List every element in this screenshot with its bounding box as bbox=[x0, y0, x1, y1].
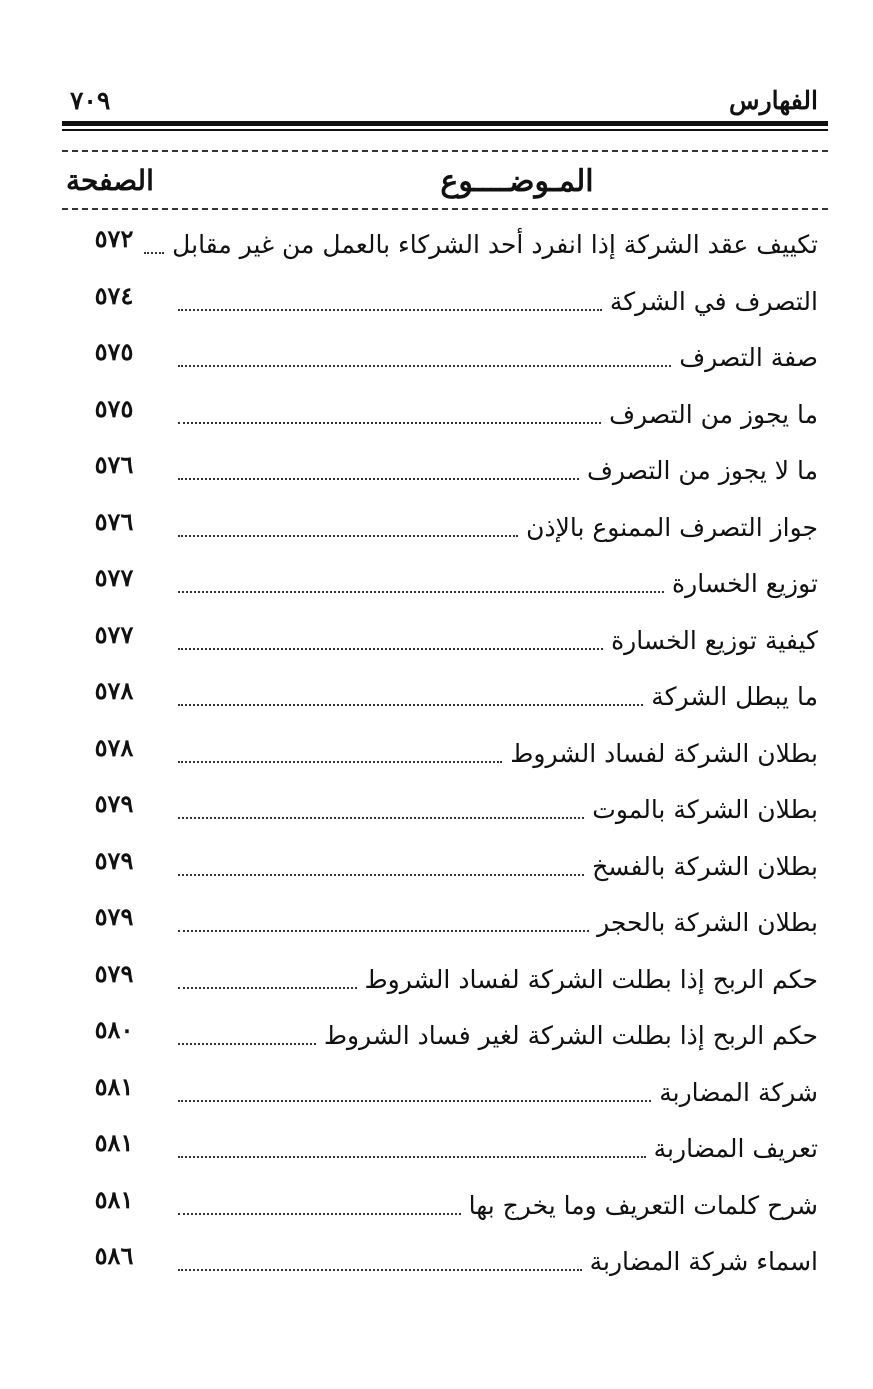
entry-line bbox=[172, 228, 818, 262]
entry-page-number: ٥٧٦ bbox=[94, 506, 134, 536]
dot-leader bbox=[178, 1269, 582, 1271]
index-entry bbox=[62, 666, 828, 723]
dot-leader bbox=[178, 1043, 316, 1045]
entry-line bbox=[178, 1132, 818, 1166]
index-entry bbox=[62, 1118, 828, 1175]
index-entry bbox=[62, 723, 828, 780]
entry-line bbox=[178, 1019, 818, 1053]
dot-leader bbox=[178, 365, 671, 367]
section-title: الفهارس bbox=[729, 86, 818, 115]
index-entry bbox=[62, 214, 828, 271]
entry-page-number: ٥٧٨ bbox=[94, 732, 134, 762]
entry-page-number: ٥٧٩ bbox=[94, 958, 134, 988]
header-rule-thick bbox=[62, 121, 828, 126]
column-headers bbox=[62, 160, 828, 206]
entry-line bbox=[178, 511, 818, 545]
entry-page-number: ٥٧٨ bbox=[94, 676, 134, 705]
entry-title: جواز التصرف الممنوع بالإذن bbox=[526, 512, 818, 542]
index-entry bbox=[62, 1231, 828, 1288]
entry-title: ما يبطل الشركة bbox=[651, 682, 818, 711]
page-number: ٧٠٩ bbox=[70, 86, 111, 115]
dot-leader bbox=[178, 478, 579, 480]
dot-leader bbox=[178, 422, 601, 424]
entry-line bbox=[178, 398, 818, 432]
entry-title: اسماء شركة المضاربة bbox=[589, 1247, 818, 1276]
top-dashed-divider bbox=[62, 150, 828, 152]
dot-leader bbox=[178, 704, 643, 706]
entry-title: بطلان الشركة بالحجر bbox=[597, 908, 818, 937]
entry-line bbox=[178, 793, 818, 827]
dot-leader bbox=[178, 535, 518, 537]
index-entry bbox=[62, 779, 828, 836]
index-entries bbox=[62, 214, 828, 1288]
entry-page-number: ٥٧٩ bbox=[94, 789, 134, 818]
dot-leader bbox=[178, 874, 584, 876]
dot-leader bbox=[178, 309, 602, 311]
header-rule-thin bbox=[62, 129, 828, 131]
entry-line bbox=[178, 1076, 818, 1110]
entry-title: التصرف في الشركة bbox=[609, 286, 818, 316]
entry-title: كيفية توزيع الخسارة bbox=[611, 625, 818, 655]
entry-line bbox=[178, 737, 818, 771]
entry-line bbox=[178, 285, 818, 319]
bottom-dashed-divider bbox=[62, 208, 828, 210]
dot-leader bbox=[144, 252, 164, 254]
entry-title: تعريف المضاربة bbox=[653, 1134, 818, 1163]
dot-leader bbox=[178, 761, 502, 763]
entry-page-number: ٥٧٥ bbox=[94, 337, 134, 366]
entry-page-number: ٥٧٧ bbox=[94, 563, 134, 592]
dot-leader bbox=[178, 1156, 646, 1158]
index-entry bbox=[62, 384, 828, 441]
entry-line bbox=[178, 341, 818, 375]
entry-line bbox=[178, 906, 818, 940]
dot-leader bbox=[178, 1100, 651, 1102]
index-entry bbox=[62, 892, 828, 949]
entry-line bbox=[178, 567, 818, 601]
dot-leader bbox=[178, 930, 589, 932]
dot-leader bbox=[178, 987, 357, 989]
running-header bbox=[62, 82, 828, 122]
entry-page-number: ٥٨٠ bbox=[94, 1015, 134, 1044]
entry-page-number: ٥٧٦ bbox=[94, 450, 134, 479]
entry-page-number: ٥٧٧ bbox=[94, 619, 134, 649]
page-column-header: الصفحة bbox=[66, 164, 154, 197]
entry-title: حكم الربح إذا بطلت الشركة لفساد الشروط bbox=[364, 964, 818, 994]
entry-line bbox=[178, 454, 818, 488]
entry-page-number: ٥٧٢ bbox=[94, 224, 134, 253]
entry-line bbox=[178, 850, 818, 884]
entry-title: بطلان الشركة لفساد الشروط bbox=[510, 738, 818, 768]
entry-page-number: ٥٧٩ bbox=[94, 845, 134, 875]
entry-page-number: ٥٧٤ bbox=[94, 280, 134, 310]
index-entry bbox=[62, 271, 828, 328]
entry-title: شرح كلمات التعريف وما يخرج بها bbox=[468, 1190, 818, 1220]
index-entry bbox=[62, 1062, 828, 1119]
index-entry bbox=[62, 553, 828, 610]
index-entry bbox=[62, 610, 828, 667]
entry-line bbox=[178, 624, 818, 658]
dot-leader bbox=[178, 648, 603, 650]
topic-column-header: المـوضــــوع bbox=[440, 164, 594, 199]
dot-leader bbox=[178, 1213, 461, 1215]
index-entry bbox=[62, 440, 828, 497]
entry-title: بطلان الشركة بالفسخ bbox=[592, 851, 818, 881]
entry-line bbox=[178, 1245, 818, 1279]
entry-page-number: ٥٨٦ bbox=[94, 1241, 134, 1270]
entry-title: تكييف عقد الشركة إذا انفرد أحد الشركاء بالعمل من غير مقابل bbox=[172, 230, 818, 259]
entry-page-number: ٥٨١ bbox=[94, 1184, 134, 1214]
dot-leader bbox=[178, 591, 664, 593]
entry-title: توزيع الخسارة bbox=[672, 569, 818, 598]
index-entry bbox=[62, 327, 828, 384]
entry-page-number: ٥٧٩ bbox=[94, 902, 134, 931]
entry-title: حكم الربح إذا بطلت الشركة لغير فساد الشروط bbox=[323, 1021, 818, 1050]
entry-line bbox=[178, 680, 818, 714]
entry-title: ما لا يجوز من التصرف bbox=[586, 456, 818, 485]
entry-title: بطلان الشركة بالموت bbox=[592, 795, 818, 824]
entry-title: صفة التصرف bbox=[679, 343, 818, 372]
dot-leader bbox=[178, 817, 584, 819]
entry-page-number: ٥٧٥ bbox=[94, 393, 134, 423]
index-entry bbox=[62, 836, 828, 893]
index-entry bbox=[62, 949, 828, 1006]
index-entry bbox=[62, 1005, 828, 1062]
entry-page-number: ٥٨١ bbox=[94, 1128, 134, 1157]
index-entry bbox=[62, 497, 828, 554]
entry-title: شركة المضاربة bbox=[659, 1077, 818, 1107]
entry-page-number: ٥٨١ bbox=[94, 1071, 134, 1101]
index-entry bbox=[62, 1175, 828, 1232]
entry-line bbox=[178, 1189, 818, 1223]
entry-line bbox=[178, 963, 818, 997]
entry-title: ما يجوز من التصرف bbox=[609, 399, 818, 429]
